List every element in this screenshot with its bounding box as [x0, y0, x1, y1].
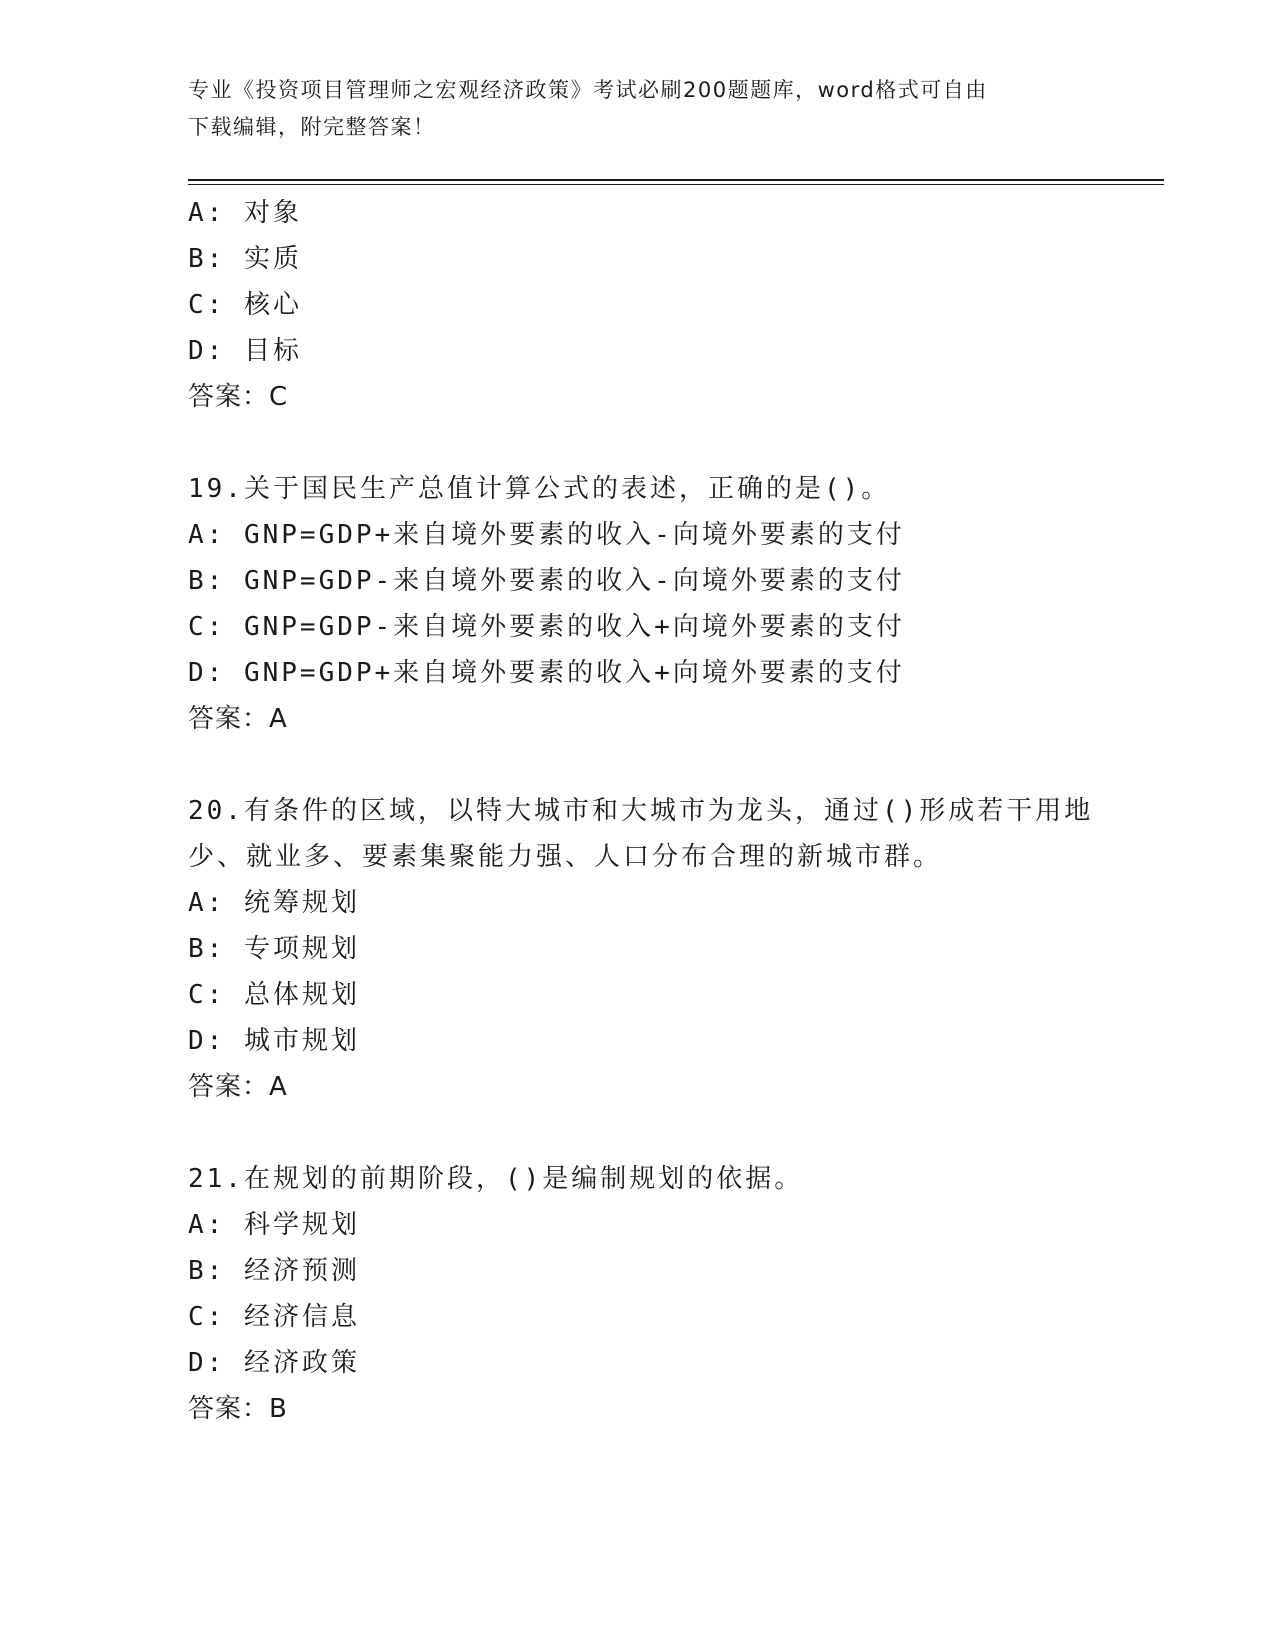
option-a: A: 统筹规划 [188, 888, 360, 918]
spacer [188, 1110, 1088, 1156]
option-d: D: 目标 [188, 336, 302, 366]
option-d: D: 经济政策 [188, 1348, 360, 1378]
answer: 答案：A [188, 704, 288, 734]
question-19 [188, 466, 1088, 742]
option-b: B: 专项规划 [188, 934, 360, 964]
option-a: A: GNP=GDP+来自境外要素的收入-向境外要素的支付 [188, 520, 905, 550]
option-c: C: 总体规划 [188, 980, 360, 1010]
answer: 答案：C [188, 382, 289, 412]
question-20 [188, 788, 1094, 1110]
option-b: B: 实质 [188, 244, 302, 274]
answer: 答案：B [188, 1394, 288, 1424]
question-18-partial [188, 190, 1088, 420]
header-line-1: 专业《投资项目管理师之宏观经济政策》考试必刷200题题库，word格式可自由 [188, 78, 988, 102]
question-text: 19.关于国民生产总值计算公式的表述，正确的是()。 [188, 474, 891, 504]
question-21 [188, 1156, 1088, 1432]
option-b: B: 经济预测 [188, 1256, 360, 1286]
answer: 答案：A [188, 1072, 288, 1102]
option-c: C: 经济信息 [188, 1302, 360, 1332]
spacer [188, 420, 1088, 466]
option-c: C: 核心 [188, 290, 302, 320]
header-divider-thin [188, 184, 1164, 185]
option-a: A: 科学规划 [188, 1210, 360, 1240]
option-c: C: GNP=GDP-来自境外要素的收入+向境外要素的支付 [188, 612, 905, 642]
question-text-line-2: 少、就业多、要素集聚能力强、人口分布合理的新城市群。 [188, 842, 943, 872]
question-text-line-1: 20.有条件的区域，以特大城市和大城市为龙头，通过()形成若干用地 [188, 796, 1094, 826]
header-divider-thick [188, 179, 1164, 181]
document-header [188, 72, 1088, 146]
question-content [188, 190, 1094, 1432]
option-a: A: 对象 [188, 198, 302, 228]
option-d: D: GNP=GDP+来自境外要素的收入+向境外要素的支付 [188, 658, 905, 688]
question-text: 21.在规划的前期阶段，()是编制规划的依据。 [188, 1164, 804, 1194]
option-d: D: 城市规划 [188, 1026, 360, 1056]
option-b: B: GNP=GDP-来自境外要素的收入-向境外要素的支付 [188, 566, 905, 596]
header-line-2: 下载编辑，附完整答案！ [188, 115, 436, 139]
spacer [188, 742, 1088, 788]
